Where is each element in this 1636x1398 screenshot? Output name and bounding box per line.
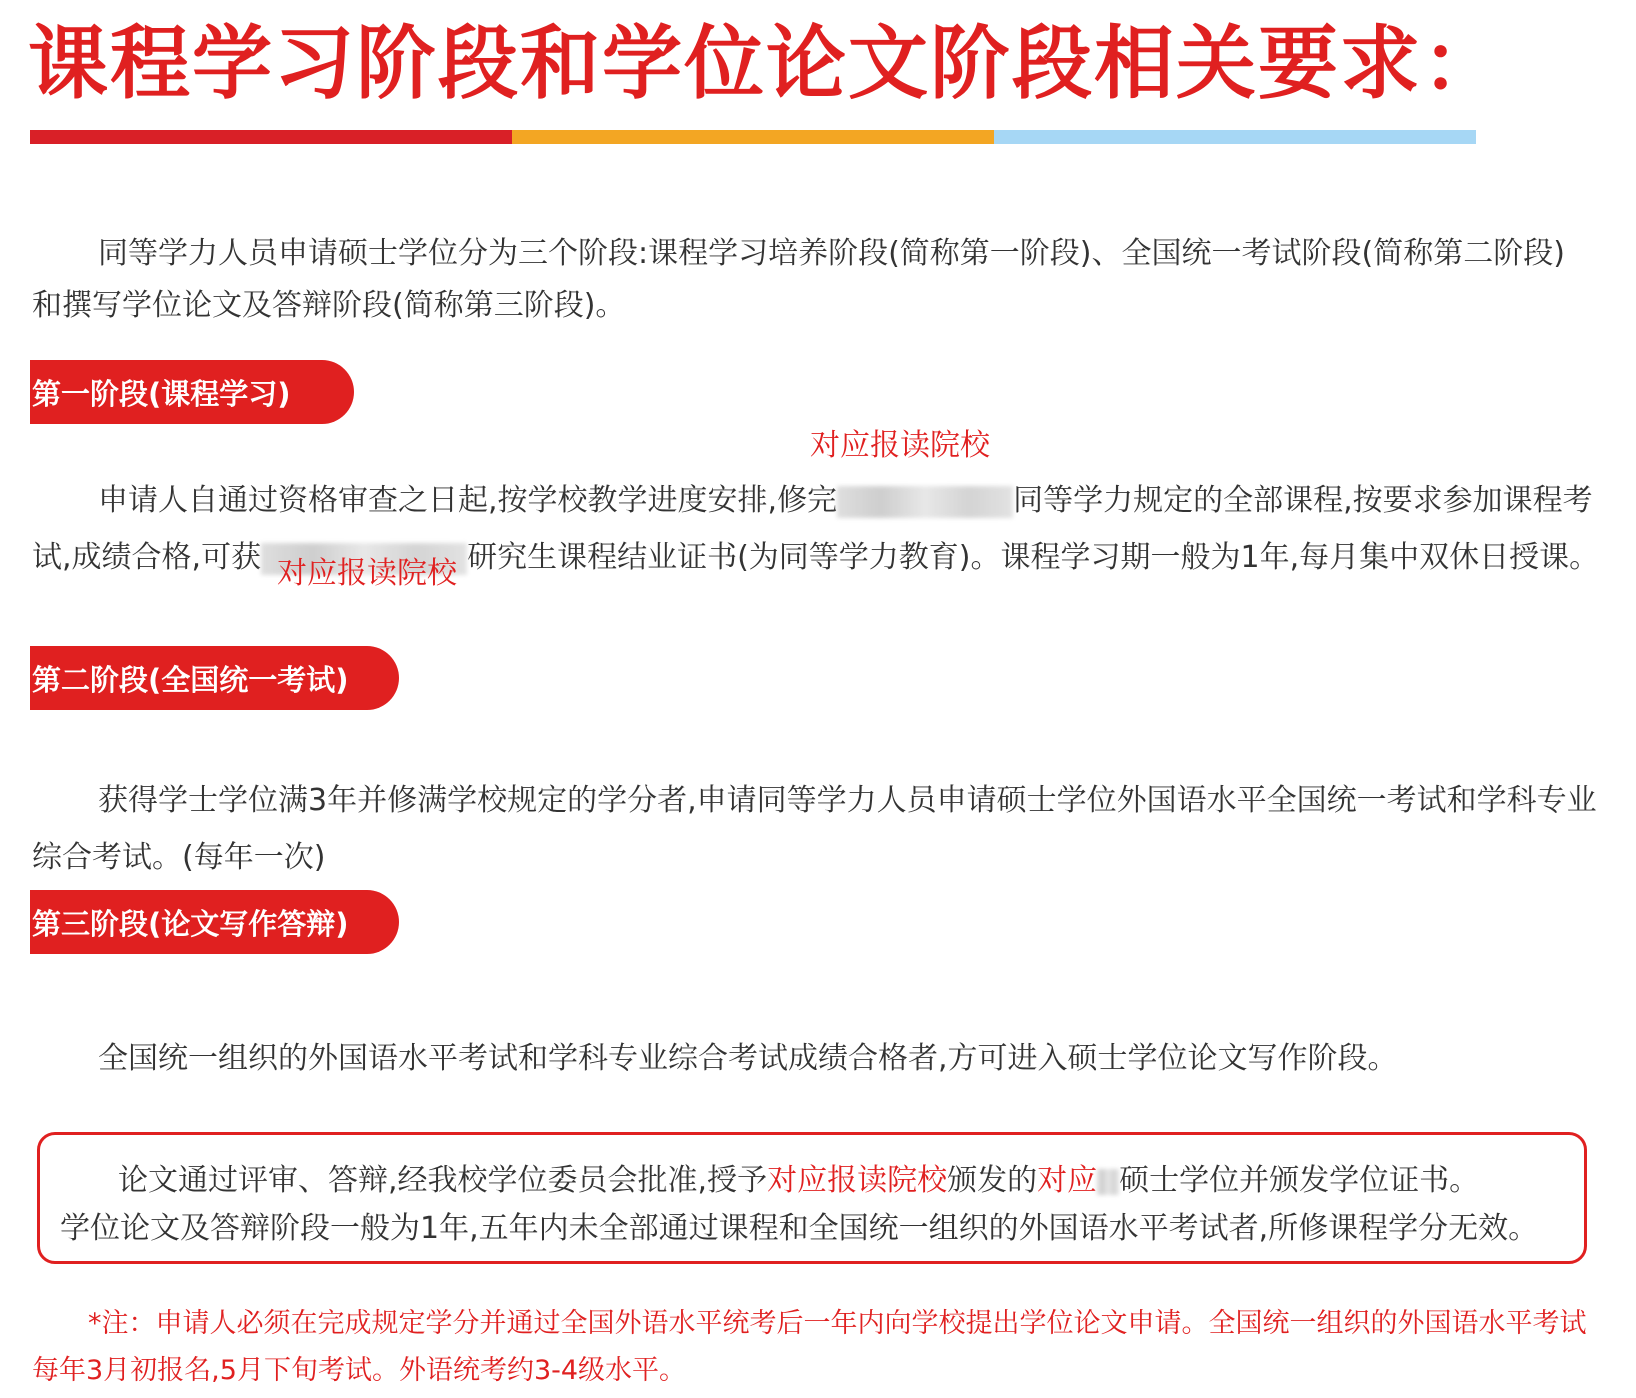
redacted-blur [837, 486, 1013, 518]
underline-red-segment [30, 130, 512, 144]
stage1-text-a: 申请人自通过资格审查之日起,按学校教学进度安排,修完 [98, 483, 838, 518]
stage3-paragraph: 全国统一组织的外国语水平考试和学科专业综合考试成绩合格者,方可进入硕士学位论文写作阶段。 [98, 1041, 1398, 1076]
stage1-paragraph [32, 472, 1607, 586]
redacted-blur [1097, 1169, 1119, 1195]
box-line-1 [118, 1155, 1479, 1199]
stage1-tab: 第一阶段(课程学习) [30, 360, 354, 424]
stage3-tab: 第三阶段(论文写作答辩) [30, 890, 399, 954]
underline-orange-segment [512, 130, 994, 144]
stage2-paragraph: 获得学士学位满3年并修满学校规定的学分者,申请同等学力人员申请硕士学位外国语水平全国统一考试和学科专业综合考试。(每年一次) [32, 783, 1597, 875]
stage2-tab: 第二阶段(全国统一考试) [30, 646, 399, 710]
stage1-annotation-bottom: 对应报读院校 [277, 556, 457, 591]
box-line1-text-b: 颁发的 [947, 1163, 1038, 1198]
underline-blue-segment [994, 130, 1476, 144]
page-title: 课程学习阶段和学位论文阶段相关要求： [28, 17, 1504, 110]
degree-summary-box [37, 1132, 1587, 1264]
title-underline-bar [30, 130, 1476, 144]
box-line1-text-c: 硕士学位并颁发学位证书。 [1119, 1163, 1480, 1198]
stage1-text-c: 研究生课程结业证书(为同等学力教育)。课程学习期一般为1年,每月集中双休日授课。 [467, 540, 1600, 575]
box-line-2: 学位论文及答辩阶段一般为1年,五年内未全部通过课程和全国统一组织的外国语水平考试者,所修课程学分无效。 [60, 1211, 1539, 1246]
stage1-text-b: 同等学力规定的全部课程,按要求参加课程考试,成绩合格,可获 [32, 483, 1593, 575]
box-line1-text-a: 论文通过评审、答辩,经我校学位委员会批准,授予 [118, 1163, 768, 1198]
box-line1-annotation-2: 对应 [1037, 1163, 1098, 1198]
stage1-annotation-top: 对应报读院校 [810, 428, 990, 463]
intro-paragraph: 同等学力人员申请硕士学位分为三个阶段:课程学习培养阶段(简称第一阶段)、全国统一考试阶段(简称第二阶段)和撰写学位论文及答辩阶段(简称第三阶段)。 [32, 236, 1565, 323]
box-line1-annotation: 对应报读院校 [767, 1163, 948, 1198]
footnote: *注：申请人必须在完成规定学分并通过全国外语水平统考后一年内向学校提出学位论文申请。全国统一组织的外国语水平考试每年3月初报名,5月下旬考试。外语统考约3-4级水平。 [32, 1308, 1587, 1386]
